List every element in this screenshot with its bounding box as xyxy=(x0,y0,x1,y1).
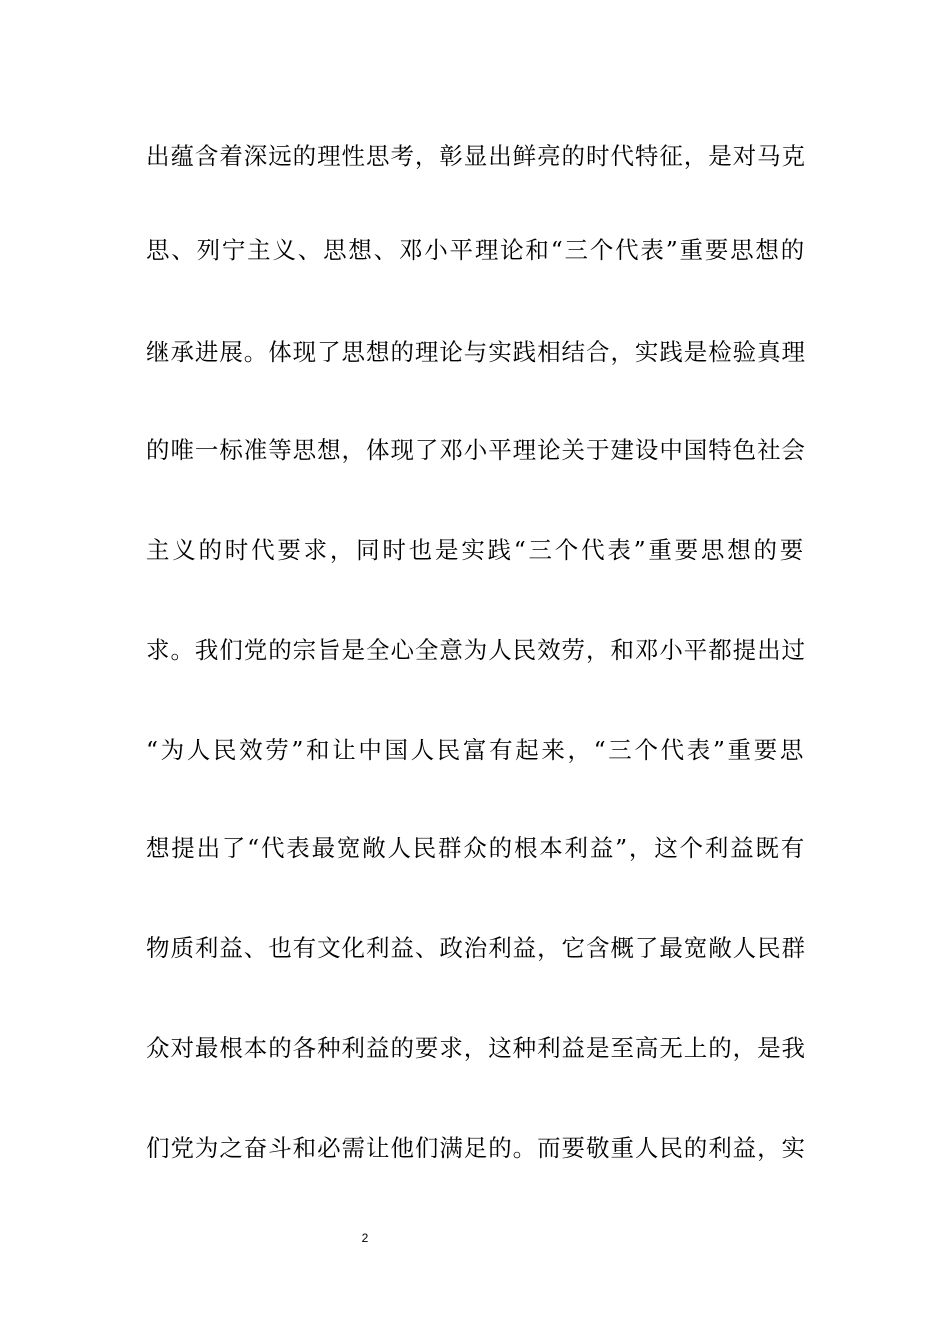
body-line-1: 出蕴含着深远的理性思考，彰显出鲜亮的时代特征，是对马克 xyxy=(146,142,806,170)
body-line-6: 求。我们党的宗旨是全心全意为人民效劳，和邓小平都提出过 xyxy=(146,636,806,664)
body-line-9: 物质利益、也有文化利益、政治利益，它含概了最宽敞人民群 xyxy=(146,934,806,962)
body-line-7: “为人民效劳”和让中国人民富有起来，“三个代表”重要思 xyxy=(146,736,806,764)
body-line-10: 众对最根本的各种利益的要求，这种利益是至高无上的，是我 xyxy=(146,1034,806,1062)
page-number: 2 xyxy=(361,1231,369,1245)
body-line-5: 主义的时代要求，同时也是实践“三个代表”重要思想的要 xyxy=(146,536,806,564)
body-line-11: 们党为之奋斗和必需让他们满足的。而要敬重人民的利益，实 xyxy=(146,1134,806,1162)
body-line-4: 的唯一标准等思想，体现了邓小平理论关于建设中国特色社会 xyxy=(146,436,806,464)
body-line-8: 想提出了“代表最宽敞人民群众的根本利益”，这个利益既有 xyxy=(146,834,806,862)
body-line-2: 思、列宁主义、思想、邓小平理论和“三个代表”重要思想的 xyxy=(146,236,806,264)
body-line-3: 继承进展。体现了思想的理论与实践相结合，实践是检验真理 xyxy=(146,338,806,366)
